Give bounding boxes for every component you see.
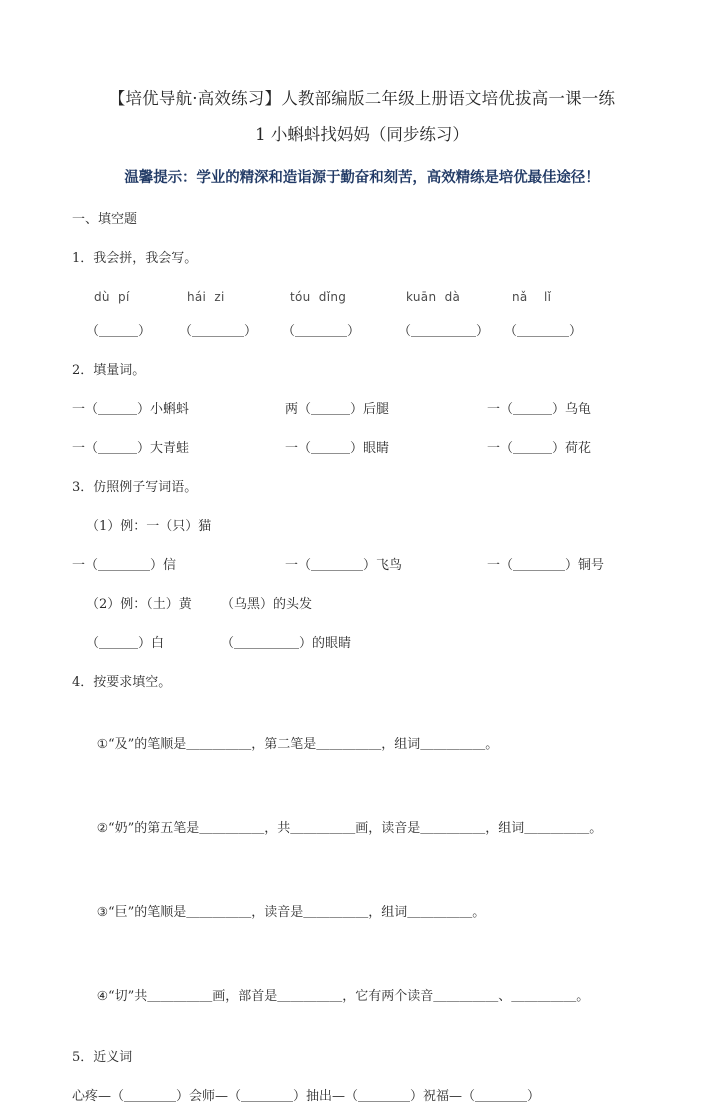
pinyin-cell: kuān dà (406, 290, 461, 304)
answer-blank[interactable]: （＿＿＿＿） (179, 324, 258, 339)
answer-blank[interactable]: （＿＿＿＿＿） (398, 324, 490, 339)
word-blank-item[interactable]: 一（＿＿＿＿）铜号 (487, 558, 605, 573)
question-3-row-1 (72, 555, 652, 577)
word-blank-item[interactable]: 一（＿＿＿＿）信 (72, 558, 177, 573)
word-blank-item[interactable]: （＿＿＿＿＿）的眼睛 (221, 636, 352, 651)
question-4-item-text[interactable]: “及”的笔顺是＿＿＿＿＿，第二笔是＿＿＿＿＿，组词＿＿＿＿＿。 (108, 737, 499, 752)
question-4-heading: 4．按要求填空。 (72, 675, 172, 690)
circled-number-1: ① (96, 736, 109, 751)
measure-word-item[interactable]: 一（＿＿＿）荷花 (487, 441, 592, 456)
circled-number-3: ③ (96, 904, 109, 919)
question-4-item (72, 711, 652, 778)
question-2-heading: 2．填量词。 (72, 363, 146, 378)
question-3-example-1: （1）例：一（只）猫 (86, 519, 212, 534)
answer-blank[interactable]: （＿＿＿＿） (282, 324, 361, 339)
measure-word-item[interactable]: 一（＿＿＿）小蝌蚪 (72, 402, 190, 417)
question-5-heading: 5．近义词 (72, 1050, 133, 1065)
question-4-item (72, 963, 652, 1030)
measure-word-item[interactable]: 两（＿＿＿）后腿 (285, 402, 390, 417)
document-content (72, 84, 652, 1108)
question-2-row (72, 438, 652, 460)
answer-blank[interactable]: （＿＿＿＿） (504, 324, 583, 339)
measure-word-item[interactable]: 一（＿＿＿）眼睛 (285, 441, 390, 456)
question-4-item (72, 879, 652, 946)
question-3-example-2 (72, 594, 652, 616)
question-2-row (72, 399, 652, 421)
question-1-answer-blanks-row (72, 321, 652, 343)
measure-word-item[interactable]: 一（＿＿＿）乌龟 (487, 402, 592, 417)
measure-word-item[interactable]: 一（＿＿＿）大青蛙 (72, 441, 190, 456)
question-5-synonyms-line[interactable]: 心疼—（＿＿＿＿）会师—（＿＿＿＿）抽出—（＿＿＿＿）祝福—（＿＿＿＿） (72, 1089, 541, 1104)
pinyin-cell: dù pí (94, 290, 130, 304)
question-3-row-2 (72, 633, 652, 655)
question-1-pinyin-row (72, 290, 652, 304)
question-4-item (72, 795, 652, 862)
example-right: （乌黑）的头发 (221, 597, 313, 612)
question-4-item-text[interactable]: “奶”的第五笔是＿＿＿＿＿，共＿＿＿＿＿画，读音是＿＿＿＿＿，组词＿＿＿＿＿。 (108, 821, 603, 836)
question-4-item-text[interactable]: “巨”的笔顺是＿＿＿＿＿，读音是＿＿＿＿＿，组词＿＿＿＿＿。 (108, 905, 486, 920)
section-heading-fill-in-blanks: 一、填空题 (72, 212, 138, 227)
document-title: 【培优导航·高效练习】人教部编版二年级上册语文培优拔高一课一练 (108, 89, 616, 108)
warm-tip-text: 温馨提示：学业的精深和造诣源于勤奋和刻苦，高效精练是培优最佳途径！ (124, 170, 600, 186)
example-left: （2）例：（土）黄 (86, 597, 192, 612)
circled-number-2: ② (96, 820, 109, 835)
pinyin-cell: tóu dǐng (290, 290, 347, 304)
pinyin-cell: nǎ lǐ (512, 290, 552, 304)
answer-blank[interactable]: （＿＿＿） (86, 324, 152, 339)
question-1-heading: 1．我会拼，我会写。 (72, 251, 198, 266)
word-blank-item[interactable]: 一（＿＿＿＿）飞鸟 (285, 558, 403, 573)
circled-number-4: ④ (96, 988, 109, 1003)
word-blank-item[interactable]: （＿＿＿）白 (86, 636, 165, 651)
question-3-heading: 3．仿照例子写词语。 (72, 480, 198, 495)
pinyin-cell: hái zi (187, 290, 225, 304)
document-subtitle: 1 小蝌蚪找妈妈（同步练习） (255, 125, 469, 144)
question-4-item-text[interactable]: “切”共＿＿＿＿＿画，部首是＿＿＿＿＿，它有两个读音＿＿＿＿＿、＿＿＿＿＿。 (108, 989, 590, 1004)
